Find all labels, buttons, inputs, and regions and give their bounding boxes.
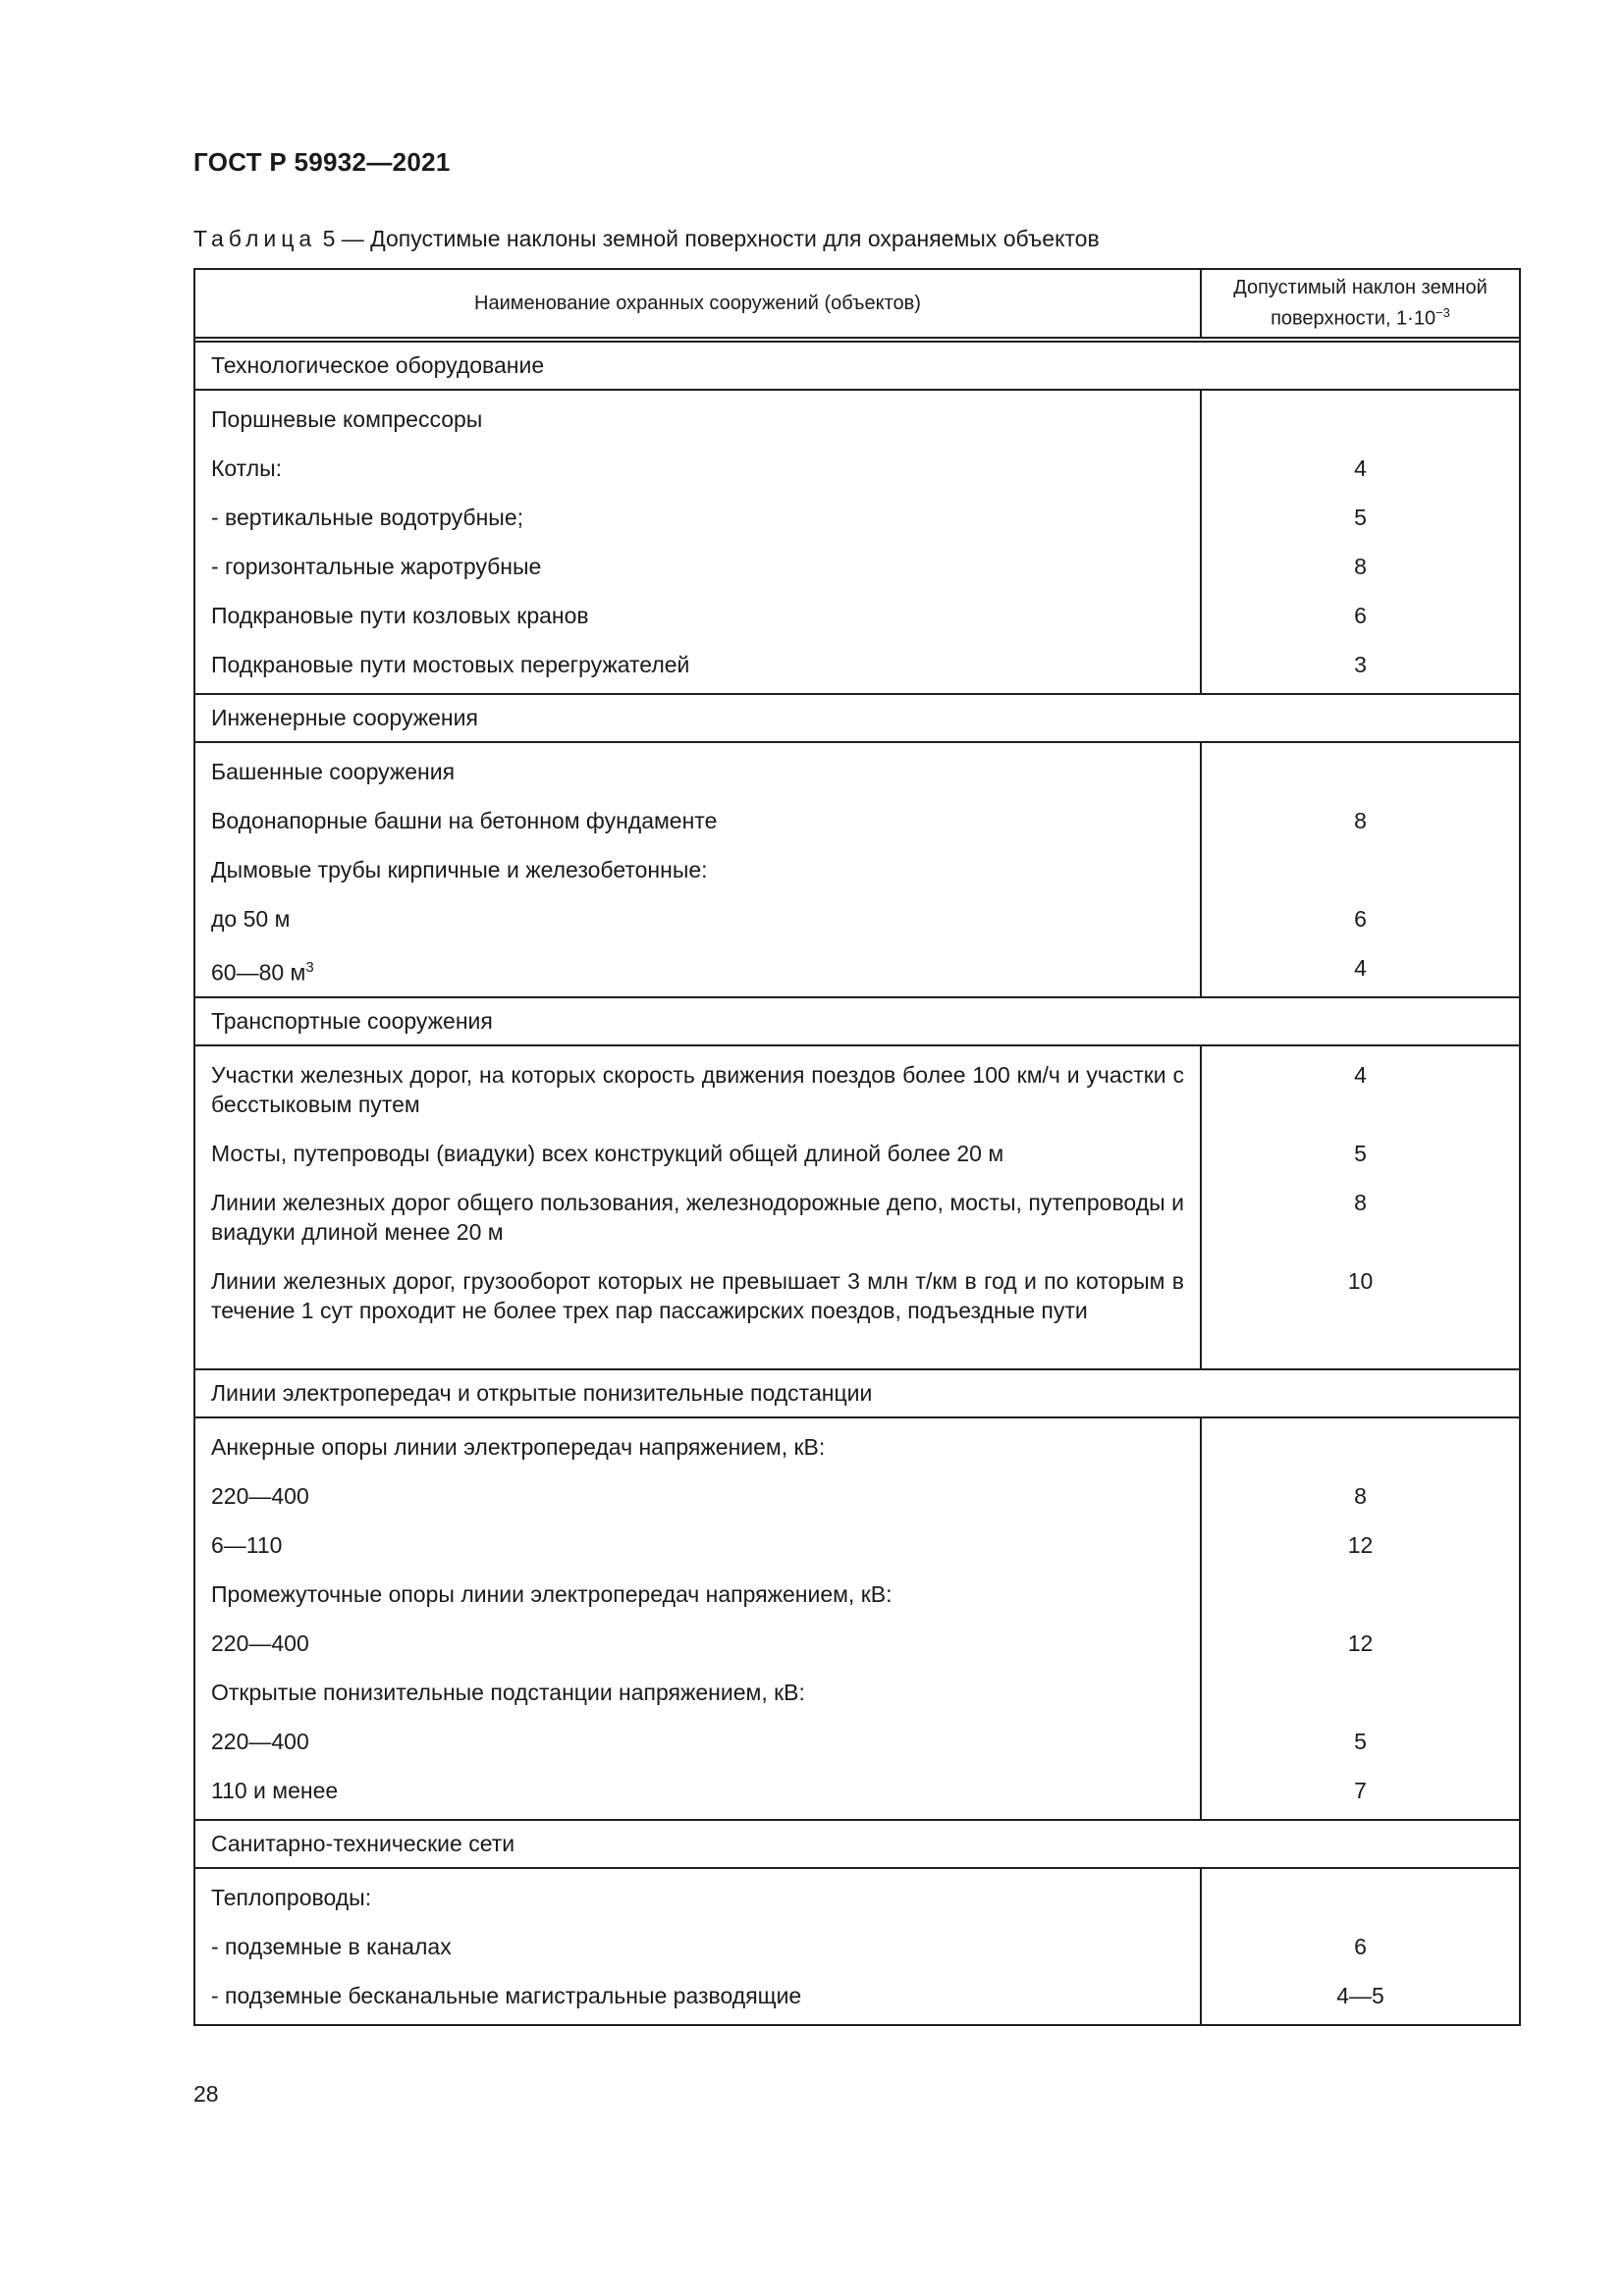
table-row bbox=[194, 1417, 1520, 1820]
object-name: Теплопроводы: bbox=[211, 1885, 372, 1910]
page-number: 28 bbox=[193, 2081, 219, 2107]
slope-value: 3 bbox=[1354, 652, 1367, 677]
object-name: - подземные в каналах bbox=[211, 1934, 452, 1959]
table-row bbox=[194, 1868, 1520, 2025]
slope-value bbox=[1210, 1422, 1511, 1471]
slope-value: 4—5 bbox=[1336, 1983, 1384, 2008]
section-row bbox=[194, 997, 1520, 1045]
object-names-cell bbox=[194, 1045, 1201, 1369]
slope-value: 8 bbox=[1354, 554, 1367, 579]
object-name: Водонапорные башни на бетонном фундаменте bbox=[211, 808, 718, 833]
slope-value bbox=[1210, 1873, 1511, 1922]
object-name: 220—400 bbox=[211, 1630, 309, 1656]
column-header-value-line2: поверхности, 1·10 bbox=[1271, 307, 1436, 330]
object-name: до 50 м bbox=[211, 906, 291, 932]
slope-value: 7 bbox=[1354, 1778, 1367, 1803]
slope-value bbox=[1210, 845, 1511, 894]
object-name: Котлы: bbox=[211, 455, 283, 481]
object-name: Мосты, путепроводы (виадуки) всех конструкций общей длиной более 20 м bbox=[211, 1141, 1004, 1166]
section-title: Санитарно-технические сети bbox=[194, 1820, 1520, 1868]
section-title: Транспортные сооружения bbox=[194, 997, 1520, 1045]
section-row bbox=[194, 1369, 1520, 1417]
slope-value: 6 bbox=[1354, 603, 1367, 628]
section-title: Линии электропередач и открытые понизительные подстанции bbox=[194, 1369, 1520, 1417]
slope-values-cell bbox=[1201, 742, 1520, 997]
section-row bbox=[194, 342, 1520, 390]
object-name: Линии железных дорог общего пользования, железнодорожные депо, мосты, путепроводы и виадуки длиной менее 20 м bbox=[211, 1190, 1184, 1245]
table-row bbox=[194, 742, 1520, 997]
object-names-cell bbox=[194, 1417, 1201, 1820]
slope-values-cell bbox=[1201, 390, 1520, 694]
slope-value: 5 bbox=[1354, 505, 1367, 530]
object-names-cell bbox=[194, 390, 1201, 694]
section-title: Инженерные сооружения bbox=[194, 694, 1520, 742]
object-name: 6—110 bbox=[211, 1532, 283, 1558]
object-name: Промежуточные опоры линии электропередач напряжением, кВ: bbox=[211, 1581, 893, 1607]
section-row bbox=[194, 1820, 1520, 1868]
slope-values-cell bbox=[1201, 1417, 1520, 1820]
table-caption bbox=[193, 226, 1100, 252]
slope-value: 8 bbox=[1354, 1483, 1367, 1509]
slope-value: 6 bbox=[1354, 1934, 1367, 1959]
section-title: Технологическое оборудование bbox=[194, 342, 1520, 390]
slope-value: 8 bbox=[1354, 808, 1367, 833]
object-name: Башенные сооружения bbox=[211, 759, 456, 784]
slope-value bbox=[1210, 1570, 1511, 1619]
slope-value: 12 bbox=[1347, 1532, 1374, 1558]
table-header-row bbox=[194, 269, 1520, 338]
slope-value: 5 bbox=[1354, 1729, 1367, 1754]
object-name: - вертикальные водотрубные; bbox=[211, 505, 524, 530]
object-name: - подземные бесканальные магистральные разводящие bbox=[211, 1983, 802, 2008]
slope-value: 12 bbox=[1347, 1630, 1374, 1656]
object-name: Анкерные опоры линии электропередач напряжением, кВ: bbox=[211, 1434, 826, 1460]
slope-value: 4 bbox=[1354, 1062, 1367, 1088]
object-names-cell bbox=[194, 1868, 1201, 2025]
object-name: Участки железных дорог, на которых скорость движения поездов более 100 км/ч и участки с бесстыковым путем bbox=[211, 1062, 1184, 1117]
slope-value bbox=[1210, 395, 1511, 444]
slope-values-cell bbox=[1201, 1868, 1520, 2025]
object-name: 220—400 bbox=[211, 1729, 309, 1754]
column-header-value-exponent: −3 bbox=[1435, 304, 1450, 320]
superscript: 3 bbox=[305, 959, 314, 976]
section-row bbox=[194, 694, 1520, 742]
object-name: Поршневые компрессоры bbox=[211, 406, 483, 432]
object-name: Открытые понизительные подстанции напряжением, кВ: bbox=[211, 1680, 805, 1705]
slope-value bbox=[1210, 747, 1511, 796]
slope-values-cell bbox=[1201, 1045, 1520, 1369]
slope-value: 4 bbox=[1354, 455, 1367, 481]
object-name: Дымовые трубы кирпичные и железобетонные: bbox=[211, 857, 708, 882]
object-name-text: 60—80 м bbox=[211, 959, 306, 986]
column-header-name: Наименование охранных сооружений (объектов) bbox=[194, 269, 1201, 338]
object-name: 110 и менее bbox=[211, 1778, 339, 1803]
table-caption-prefix: Таблица bbox=[193, 226, 317, 251]
object-name: 220—400 bbox=[211, 1483, 309, 1509]
slope-value: 8 bbox=[1354, 1190, 1367, 1215]
slope-value: 4 bbox=[1354, 955, 1367, 981]
table-row bbox=[194, 390, 1520, 694]
document-id-header: ГОСТ Р 59932—2021 bbox=[193, 147, 451, 177]
table-row bbox=[194, 1045, 1520, 1369]
object-names-cell bbox=[194, 742, 1201, 997]
slope-value bbox=[1210, 1668, 1511, 1717]
object-name: Подкрановые пути козловых кранов bbox=[211, 603, 589, 628]
object-name: - горизонтальные жаротрубные bbox=[211, 554, 542, 579]
object-name: Подкрановые пути мостовых перегружателей bbox=[211, 652, 690, 677]
slope-tolerance-table bbox=[193, 268, 1521, 2026]
slope-value: 6 bbox=[1354, 906, 1367, 932]
object-name: Линии железных дорог, грузооборот которых не превышает 3 млн т/км в год и по которым в течение 1 сут проходит не более трех пар пассажирских поездов, подъездные пути bbox=[211, 1268, 1184, 1323]
object-name bbox=[211, 943, 1184, 992]
column-header-value bbox=[1201, 269, 1520, 338]
slope-value: 5 bbox=[1354, 1141, 1367, 1166]
table-caption-number: 5 bbox=[322, 226, 336, 251]
table-caption-title: — Допустимые наклоны земной поверхности для охраняемых объектов bbox=[341, 226, 1100, 251]
column-header-value-line1: Допустимый наклон земной bbox=[1233, 276, 1488, 298]
slope-value: 10 bbox=[1347, 1268, 1374, 1294]
